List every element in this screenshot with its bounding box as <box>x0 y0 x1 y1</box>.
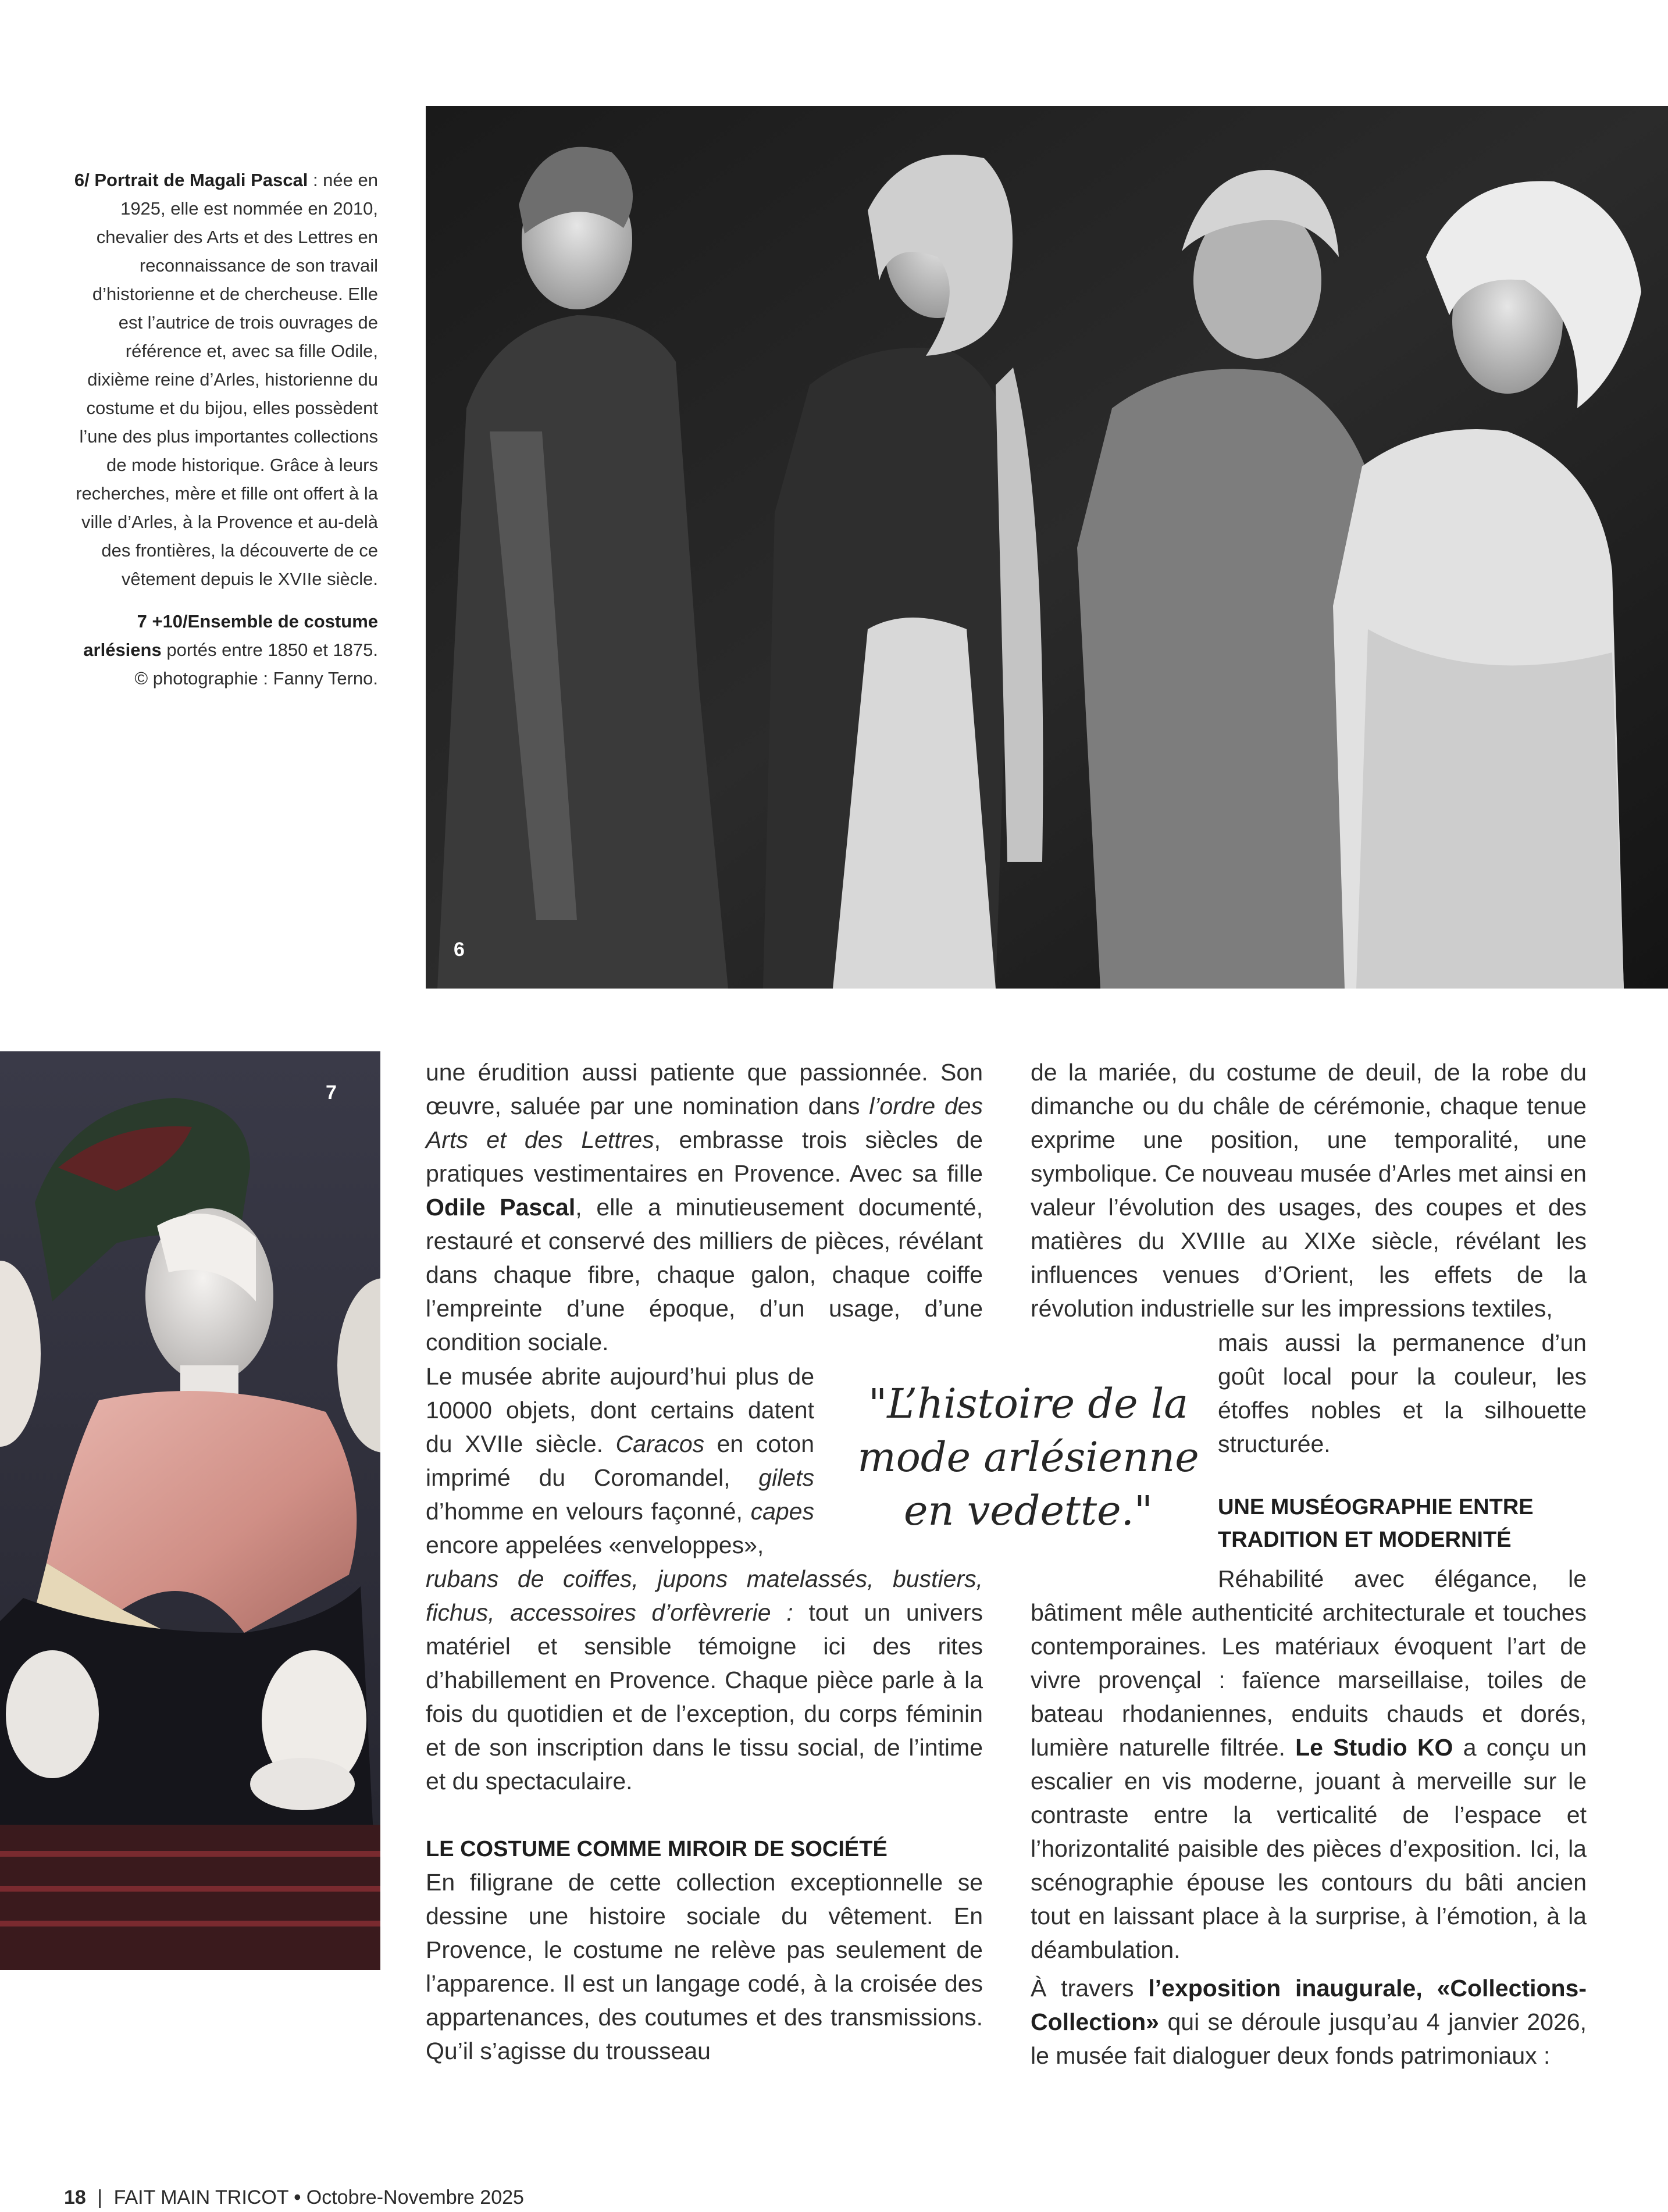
section-heading-museography: UNE MUSÉOGRAPHIE ENTRE TRADITION ET MODERNITÉ <box>1218 1495 1534 1552</box>
caption-7-text: portés entre 1850 et 1875. © photographie : Fanny Terno. <box>134 640 378 688</box>
caption-7 <box>70 607 378 693</box>
col1-paragraph-2-cont: rubans de coiffes, jupons matelassés, bustiers, fichus, accessoires d’orfèvrerie : tout un univers matériel et sensible témoigne ici des rites d’habillement en Provence. Chaque pièce parle à la fois du quotidien et de l’exception, du corps féminin et de son inscription dans le tissu social, de l’intime et du spectaculaire. <box>426 1565 983 1794</box>
article-column-2-narrow <box>1218 1326 1587 1556</box>
caption-7-title: 7 +10/Ensemble de costume arlésiens <box>83 611 378 660</box>
footer-separator: | <box>97 2186 103 2209</box>
section-heading-costume: LE COSTUME COMME MIROIR DE SOCIÉTÉ <box>426 1837 888 1861</box>
pull-quote: "L’histoire de la mode arlésienne en vedette." <box>857 1380 1199 1535</box>
article-column-1-narrow <box>426 1360 814 1562</box>
col1-paragraph-3: En filigrane de cette collection exceptionnelle se dessine une histoire sociale du vêtement. En Provence, le costume ne relève pas seulement de l’apparence. Il est un langage codé, à la croisée des appartenances, des coutumes et des transmissions. Qu’il s’agisse du trousseau <box>426 1869 983 2064</box>
footer-bullet: • <box>294 2186 301 2209</box>
article-column-1 <box>426 1055 983 1359</box>
photo-6-number: 6 <box>454 939 465 961</box>
col1-paragraph-1: une érudition aussi patiente que passionnée. Son œuvre, saluée par une nomination dans l’ordre des Arts et des Lettres, embrasse trois siècles de pratiques vestimentaires en Provence. Avec sa fille Odile Pascal, elle a minutieusement documenté, restauré et conservé des milliers de pièces, révélant dans chaque fibre, chaque galon, chaque coiffe l’empreinte d’une époque, d’un usage, d’une condition sociale. <box>426 1059 983 1355</box>
article-column-1-lower <box>426 1562 983 2068</box>
magazine-name: FAIT MAIN TRICOT <box>113 2186 288 2209</box>
col2-paragraph-2: Réhabilité avec élégance, le bâtiment mêle authenticité architecturale et touches contemporaines. Les matériaux évoquent l’art de vivre provençal : faïence marseillaise, toiles de bateau rhodaniennes, enduits chauds et dorés, lumière naturelle filtrée. Le Studio KO a conçu un escalier en vis moderne, jouant à merveille sur le contraste entre la verticalité de l’espace et l’horizontalité paisible des pièces d’exposition. Ici, la scénographie épouse les contours du bâti ancien tout en laissant place à la surprise, à l’émotion, à la déambulation. <box>1031 1565 1587 1963</box>
caption-6-text: : née en 1925, elle est nommée en 2010, chevalier des Arts et des Lettres en reconnaissance de son travail d’historienne et de chercheuse. Elle est l’autrice de trois ouvrages de référence et, avec sa fille Odile, dixième reine d’Arles, historienne du costume et du bijou, elles possèdent l’une des plus importantes collections de mode historique. Grâce à leurs recherches, mère et fille ont offert à la ville d’Arles, à la Provence et au-delà des frontières, la découverte de ce vêtement depuis le XVIIe siècle. <box>76 170 378 589</box>
page-footer <box>64 2186 524 2209</box>
photo-magali-pascal <box>426 106 1668 989</box>
caption-6 <box>70 166 378 593</box>
col2-paragraph-1-cont: mais aussi la permanence d’un goût local pour la couleur, les étoffes nobles et la silhouette structurée. <box>1218 1329 1587 1457</box>
issue-date: Octobre-Novembre 2025 <box>306 2186 524 2209</box>
article-column-2 <box>1031 1055 1587 1325</box>
caption-6-title: 6/ Portrait de Magali Pascal <box>74 170 308 190</box>
photo-7-number: 7 <box>326 1082 337 1104</box>
page-number: 18 <box>64 2186 86 2209</box>
photo-arlesian-costume <box>0 1051 380 1970</box>
article-column-2-lower <box>1031 1562 1587 2072</box>
col1-paragraph-2: Le musée abrite aujourd’hui plus de 10000 objets, dont certains datent du XVIIe siècle. Caracos en coton imprimé du Coromandel, gilets d’homme en velours façonné, capes encore appelées «enveloppes», <box>426 1363 815 1558</box>
photo-captions <box>70 166 378 707</box>
col2-paragraph-3: À travers l’exposition inaugurale, «Collections-Collection» qui se déroule jusqu’au 4 janvier 2026, le musée fait dialoguer deux fonds patrimoniaux : <box>1031 1975 1587 2069</box>
col2-paragraph-1: de la mariée, du costume de deuil, de la robe du dimanche ou du châle de cérémonie, chaque tenue exprime une position, une temporalité, une symbolique. Ce nouveau musée d’Arles met ainsi en valeur l’évolution des usages, des coupes et des matières du XVIIIe au XIXe siècle, révélant les influences venues d’Orient, les effets de la révolution industrielle sur les impressions textiles, <box>1031 1059 1587 1322</box>
